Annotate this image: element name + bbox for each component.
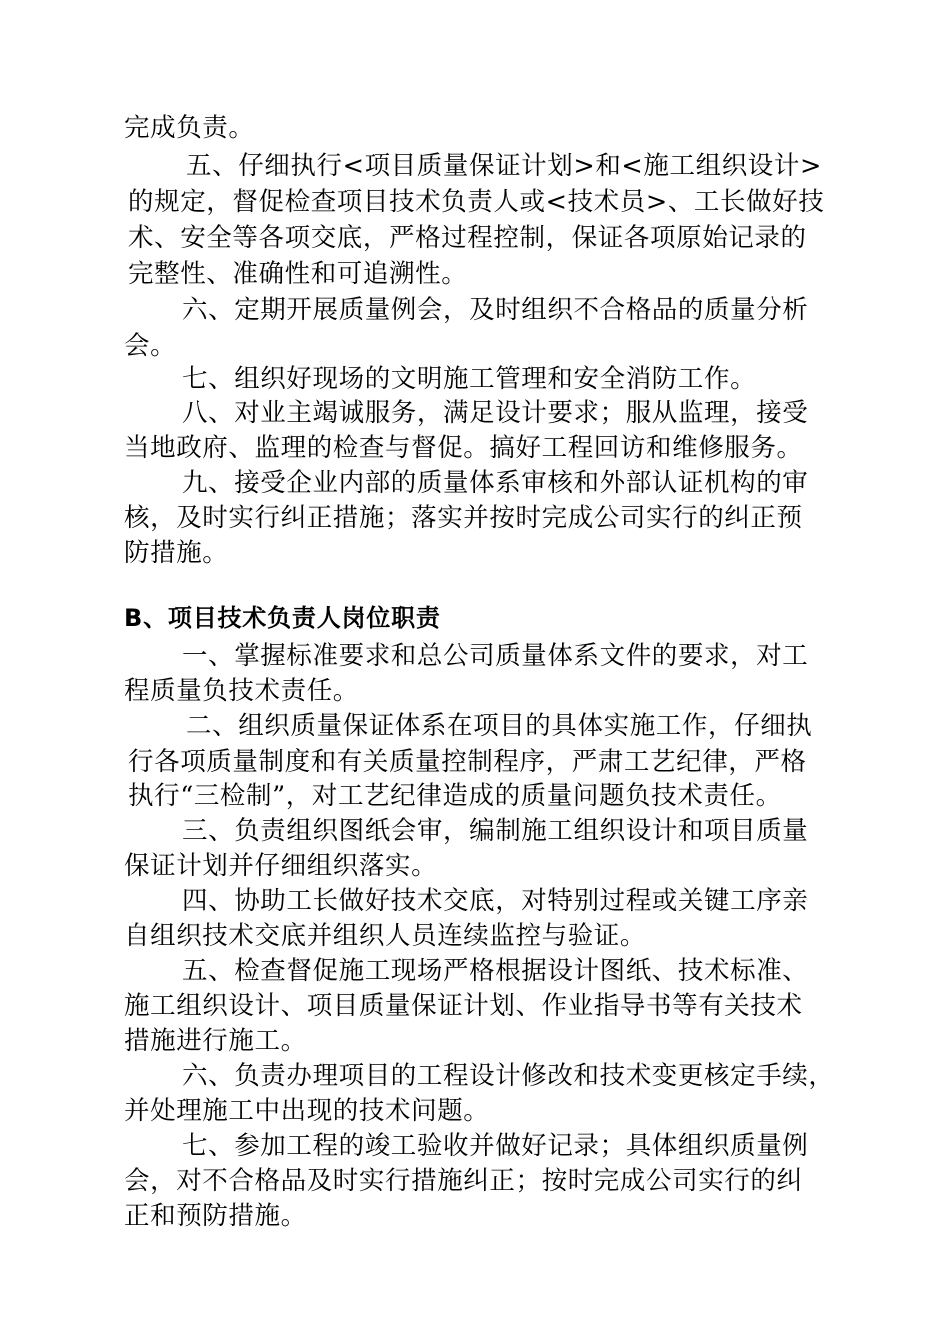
text-line: 防措施。 — [124, 538, 229, 568]
text-line: 完整性、准确性和可追溯性。 — [128, 259, 468, 289]
text-line: 施工组织设计、项目质量保证计划、作业指导书等有关技术 — [124, 991, 803, 1021]
text-line: 并处理施工中出现的技术问题。 — [124, 1096, 490, 1126]
text-line: 四、协助工长做好技术交底，对特别过程或关键工序亲 — [182, 886, 809, 916]
section-heading: B、项目技术负责人岗位职责 — [124, 604, 441, 632]
text-line: 会，对不合格品及时实行措施纠正；按时完成公司实行的纠 — [124, 1166, 803, 1196]
text-line: 五、仔细执行<项目质量保证计划>和<施工组织设计> — [186, 151, 822, 181]
text-line: 术、安全等各项交底，严格过程控制，保证各项原始记录的 — [128, 223, 807, 253]
text-line: 二、组织质量保证体系在项目的具体实施工作，仔细执 — [186, 711, 813, 741]
text-line: 五、检查督促施工现场严格根据设计图纸、技术标准、 — [182, 956, 809, 986]
text-line: 七、参加工程的竣工验收并做好记录；具体组织质量例 — [182, 1131, 809, 1161]
text-line: 保证计划并仔细组织落实。 — [124, 851, 438, 881]
text-line: 正和预防措施。 — [124, 1201, 307, 1231]
text-line: 七、组织好现场的文明施工管理和安全消防工作。 — [182, 364, 757, 394]
text-line: 会。 — [124, 331, 177, 361]
text-line: 三、负责组织图纸会审，编制施工组织设计和项目质量 — [182, 816, 809, 846]
text-line: 完成负责。 — [124, 113, 255, 143]
text-line: 程质量负技术责任。 — [124, 676, 359, 706]
text-line: 当地政府、监理的检查与督促。搞好工程回访和维修服务。 — [124, 433, 803, 463]
text-line: 执行“三检制”，对工艺纪律造成的质量问题负技术责任。 — [128, 781, 782, 811]
text-line: 措施进行施工。 — [124, 1026, 307, 1056]
text-line: 核，及时实行纠正措施；落实并按时完成公司实行的纠正预 — [124, 503, 803, 533]
text-line: 自组织技术交底并组织人员连续监控与验证。 — [124, 921, 647, 951]
text-line: 的规定，督促检查项目技术负责人或<技术员>、工长做好技 — [128, 187, 825, 217]
text-line: 行各项质量制度和有关质量控制程序，严肃工艺纪律，严格 — [128, 747, 807, 777]
text-line: 八、对业主竭诚服务，满足设计要求；服从监理，接受 — [182, 398, 809, 428]
text-line: 六、负责办理项目的工程设计修改和技术变更核定手续， — [182, 1061, 835, 1091]
text-line: 九、接受企业内部的质量体系审核和外部认证机构的审 — [182, 468, 809, 498]
text-line: 一、掌握标准要求和总公司质量体系文件的要求，对工 — [182, 641, 809, 671]
text-line: 六、定期开展质量例会，及时组织不合格品的质量分析 — [182, 295, 809, 325]
